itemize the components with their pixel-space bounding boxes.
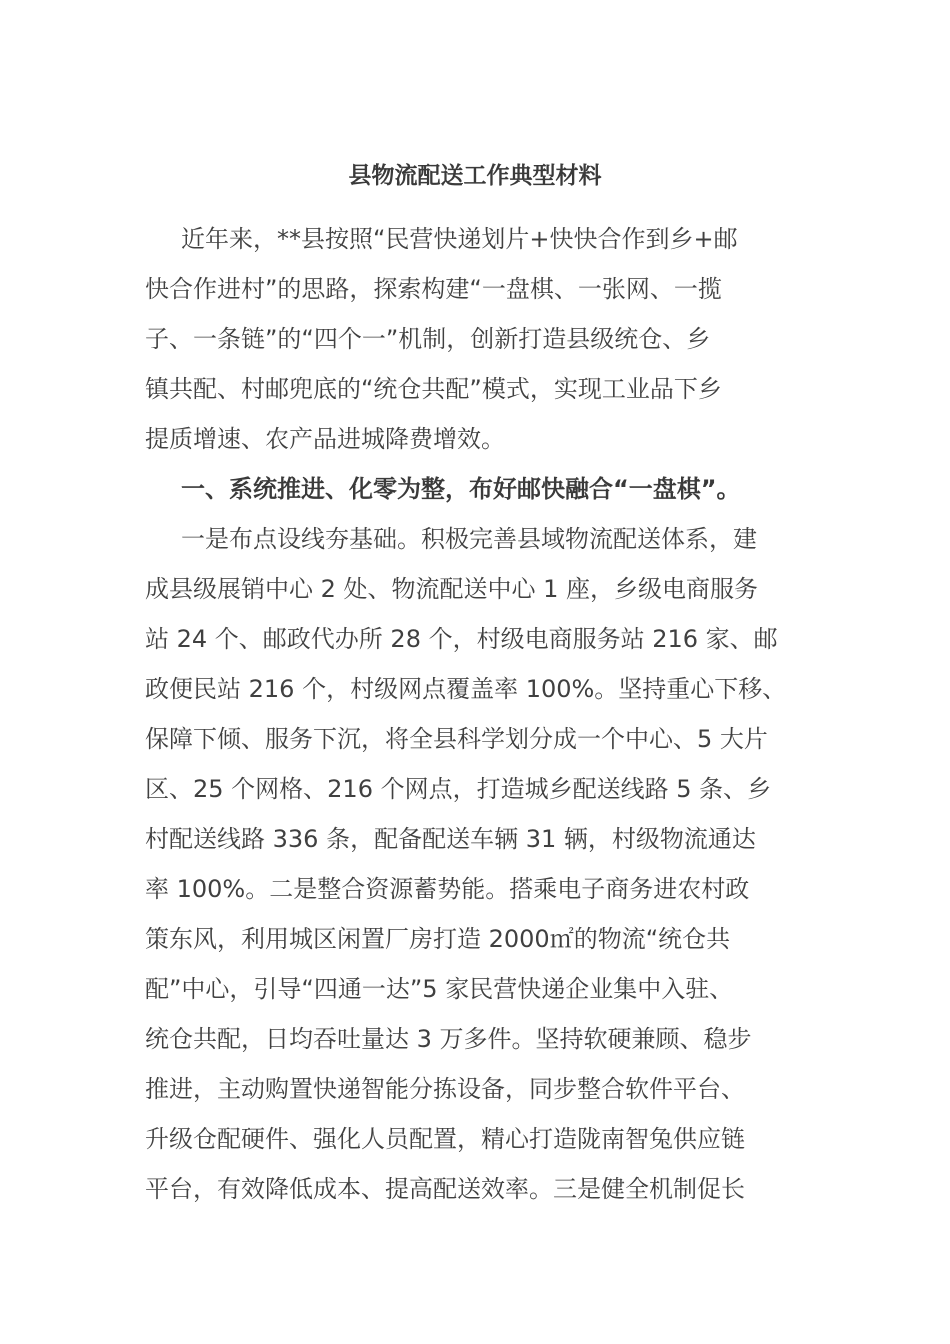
section-line: 站 24 个、邮政代办所 28 个，村级电商服务站 216 家、邮 — [145, 625, 778, 653]
section-heading-text: 一、系统推进、化零为整，布好邮快融合“一盘棋”。 — [181, 475, 741, 503]
section-line: 配”中心，引导“四通一达”5 家民营快递企业集中入驻、 — [145, 975, 734, 1003]
intro-line: 子、一条链”的“四个一”机制，创新打造县级统仓、乡 — [145, 325, 711, 353]
section-line: 成县级展销中心 2 处、物流配送中心 1 座，乡级电商服务 — [145, 575, 759, 603]
intro-line: 近年来，**县按照“民营快递划片+快快合作到乡+邮 — [181, 225, 738, 253]
section-line: 区、25 个网格、216 个网点，打造城乡配送线路 5 条、乡 — [145, 775, 772, 803]
intro-paragraph — [145, 214, 807, 464]
section-line: 政便民站 216 个，村级网点覆盖率 100%。坚持重心下移、 — [145, 675, 787, 703]
section-line: 率 100%。二是整合资源蓄势能。搭乘电子商务进农村政 — [145, 875, 750, 903]
intro-line: 镇共配、村邮兜底的“统仓共配”模式，实现工业品下乡 — [145, 375, 722, 403]
section-line: 平台，有效降低成本、提高配送效率。三是健全机制促长 — [145, 1175, 745, 1203]
section-line: 村配送线路 336 条，配备配送车辆 31 辆，村级物流通达 — [145, 825, 756, 853]
intro-line: 快合作进村”的思路，探索构建“一盘棋、一张网、一揽 — [145, 275, 722, 303]
section-line: 策东风，利用城区闲置厂房打造 2000㎡的物流“统仓共 — [145, 925, 731, 953]
section-line: 保障下倾、服务下沉，将全县科学划分成一个中心、5 大片 — [145, 725, 768, 753]
section-heading — [145, 464, 807, 514]
document-title: 县物流配送工作典型材料 — [348, 163, 602, 189]
section-line: 升级仓配硬件、强化人员配置，精心打造陇南智兔供应链 — [145, 1125, 745, 1153]
section-line: 统仓共配，日均吞吐量达 3 万多件。坚持软硬兼顾、稳步 — [145, 1025, 752, 1053]
intro-line: 提质增速、农产品进城降费增效。 — [145, 425, 505, 453]
section-paragraph — [145, 514, 807, 1214]
section-line: 一是布点设线夯基础。积极完善县域物流配送体系，建 — [181, 525, 757, 553]
section-line: 推进，主动购置快递智能分拣设备，同步整合软件平台、 — [145, 1075, 745, 1103]
document-body — [145, 214, 807, 1214]
